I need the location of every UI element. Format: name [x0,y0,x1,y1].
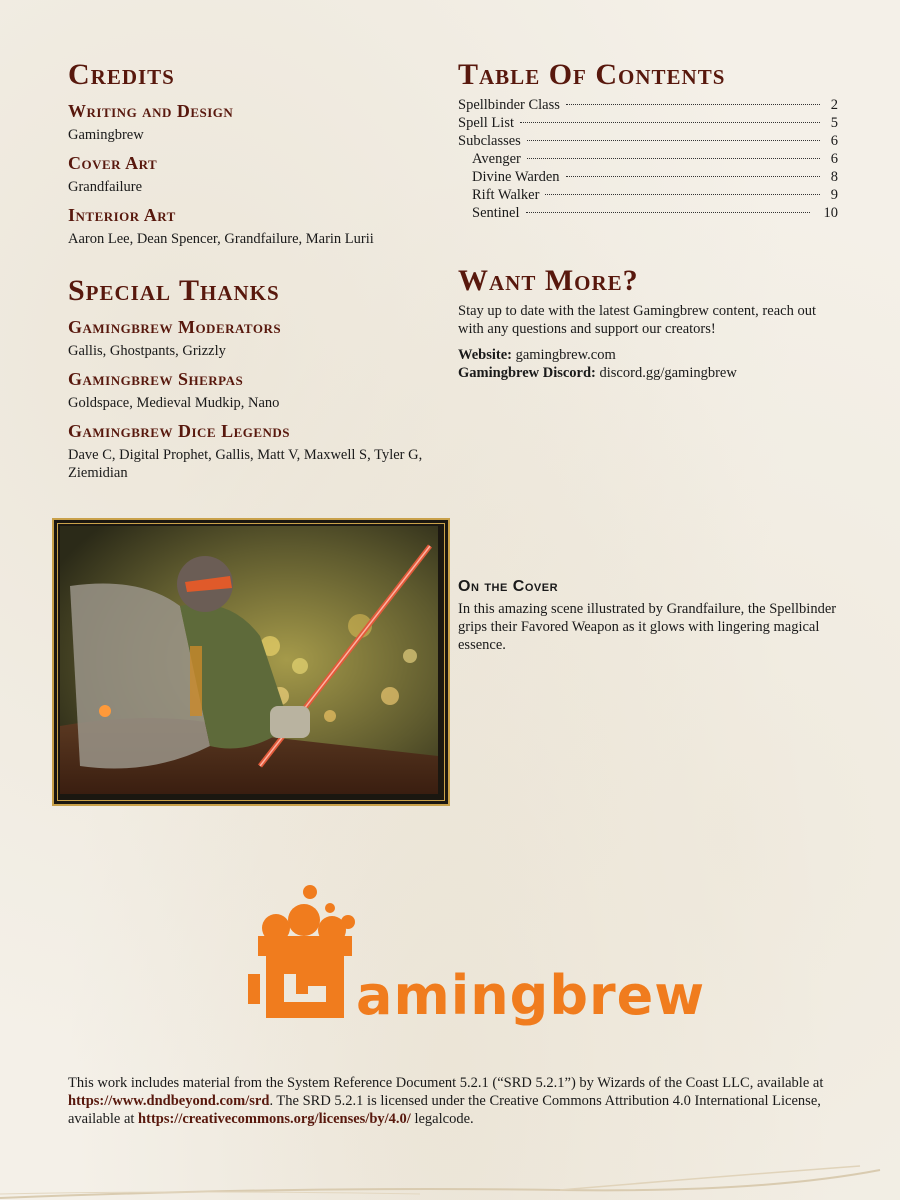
thanks-dice-text: Dave C, Digital Prophet, Gallis, Matt V, Maxwell S, Tyler G, Ziemidian [68,447,423,481]
toc-entry[interactable] [458,96,838,114]
gamingbrew-logo [244,882,706,1032]
cover-text: In this amazing scene illustrated by Grandfailure, the Spellbinder grips their Favored Weapon as it glows with lingering magical essence. [458,601,837,653]
left-column [68,58,443,488]
footer-text-3: legalcode. [410,1111,474,1127]
toc-entry-page: 2 [830,97,838,113]
cc-license-link[interactable]: https://creativecommons.org/licenses/by/4.0/ [138,1111,411,1127]
toc-leader [566,104,820,105]
toc-entry[interactable] [458,114,838,132]
credits-interior-art [68,204,443,248]
credits-writing-text: Gamingbrew [68,127,144,143]
footer-text-1: This work includes material from the System Reference Document 5.2.1 (“SRD 5.2.1”) by Wizards of the Coast LLC, available at [68,1075,824,1091]
thanks-moderators [68,316,443,360]
thanks-moderators-text: Gallis, Ghostpants, Grizzly [68,343,226,359]
footer-text-2: . The SRD 5.2.1 is licensed under the Creative Commons Attribution 4.0 International License, available at [68,1093,821,1127]
toc-entry-label: Rift Walker [472,187,540,203]
toc-entry-page: 6 [830,151,838,167]
toc-entry-page: 6 [830,133,838,149]
toc-entry-page: 5 [830,115,838,131]
cover-illustration [60,526,438,794]
thanks-moderators-heading: Gamingbrew Moderators [68,317,282,337]
toc-entry-page: 9 [830,187,838,203]
cover-caption [458,578,838,654]
more-title: Want More? [458,264,639,297]
cover-image-frame [52,518,450,806]
thanks-sherpas [68,368,443,412]
credits-cover-art [68,152,443,196]
cover-heading: On the Cover [458,578,559,595]
toc-title: Table Of Contents [458,58,726,91]
toc-entry[interactable] [458,150,838,168]
toc-entry-label: Spellbinder Class [458,97,560,113]
toc-leader [526,212,810,213]
thanks-sherpas-text: Goldspace, Medieval Mudkip, Nano [68,395,280,411]
toc-entry-label: Avenger [472,151,521,167]
thanks-dice-legends [68,420,443,482]
toc-entry-page: 10 [823,205,838,221]
discord-link[interactable]: discord.gg/gamingbrew [599,365,737,381]
toc-entry[interactable] [458,186,838,204]
svg-text:amingbrew: amingbrew [356,964,706,1027]
toc-leader [520,122,820,123]
thanks-dice-heading: Gamingbrew Dice Legends [68,421,291,441]
credits-writing-heading: Writing and Design [68,101,234,121]
right-column [458,58,838,382]
more-text: Stay up to date with the latest Gamingbrew content, reach out with any questions and support our creators! [458,303,816,337]
discord-line [458,364,838,382]
website-link[interactable]: gamingbrew.com [515,347,616,363]
toc-entry-page: 8 [830,169,838,185]
toc-entry-label: Subclasses [458,133,521,149]
toc-entry[interactable] [458,204,838,222]
credits-interior-heading: Interior Art [68,205,176,225]
toc-entry-label: Divine Warden [472,169,560,185]
credits-interior-text: Aaron Lee, Dean Spencer, Grandfailure, Marin Lurii [68,231,374,247]
toc-leader [527,140,820,141]
page-flourish [0,1160,900,1200]
toc-list [458,96,838,222]
license-footer [68,1074,838,1128]
credits-writing [68,100,443,144]
toc-entry[interactable] [458,132,838,150]
toc-entry-label: Sentinel [472,205,520,221]
credits-cover-text: Grandfailure [68,179,143,195]
toc-leader [545,194,820,195]
website-line [458,346,838,364]
toc-entry-label: Spell List [458,115,514,131]
credits-cover-heading: Cover Art [68,153,158,173]
thanks-sherpas-heading: Gamingbrew Sherpas [68,369,244,389]
website-label: Website: [458,347,512,363]
srd-link[interactable]: https://www.dndbeyond.com/srd [68,1093,270,1109]
credits-title: Credits [68,58,175,91]
toc-entry[interactable] [458,168,838,186]
toc-leader [566,176,820,177]
thanks-title: Special Thanks [68,274,280,307]
discord-label: Gamingbrew Discord: [458,365,596,381]
toc-leader [527,158,820,159]
